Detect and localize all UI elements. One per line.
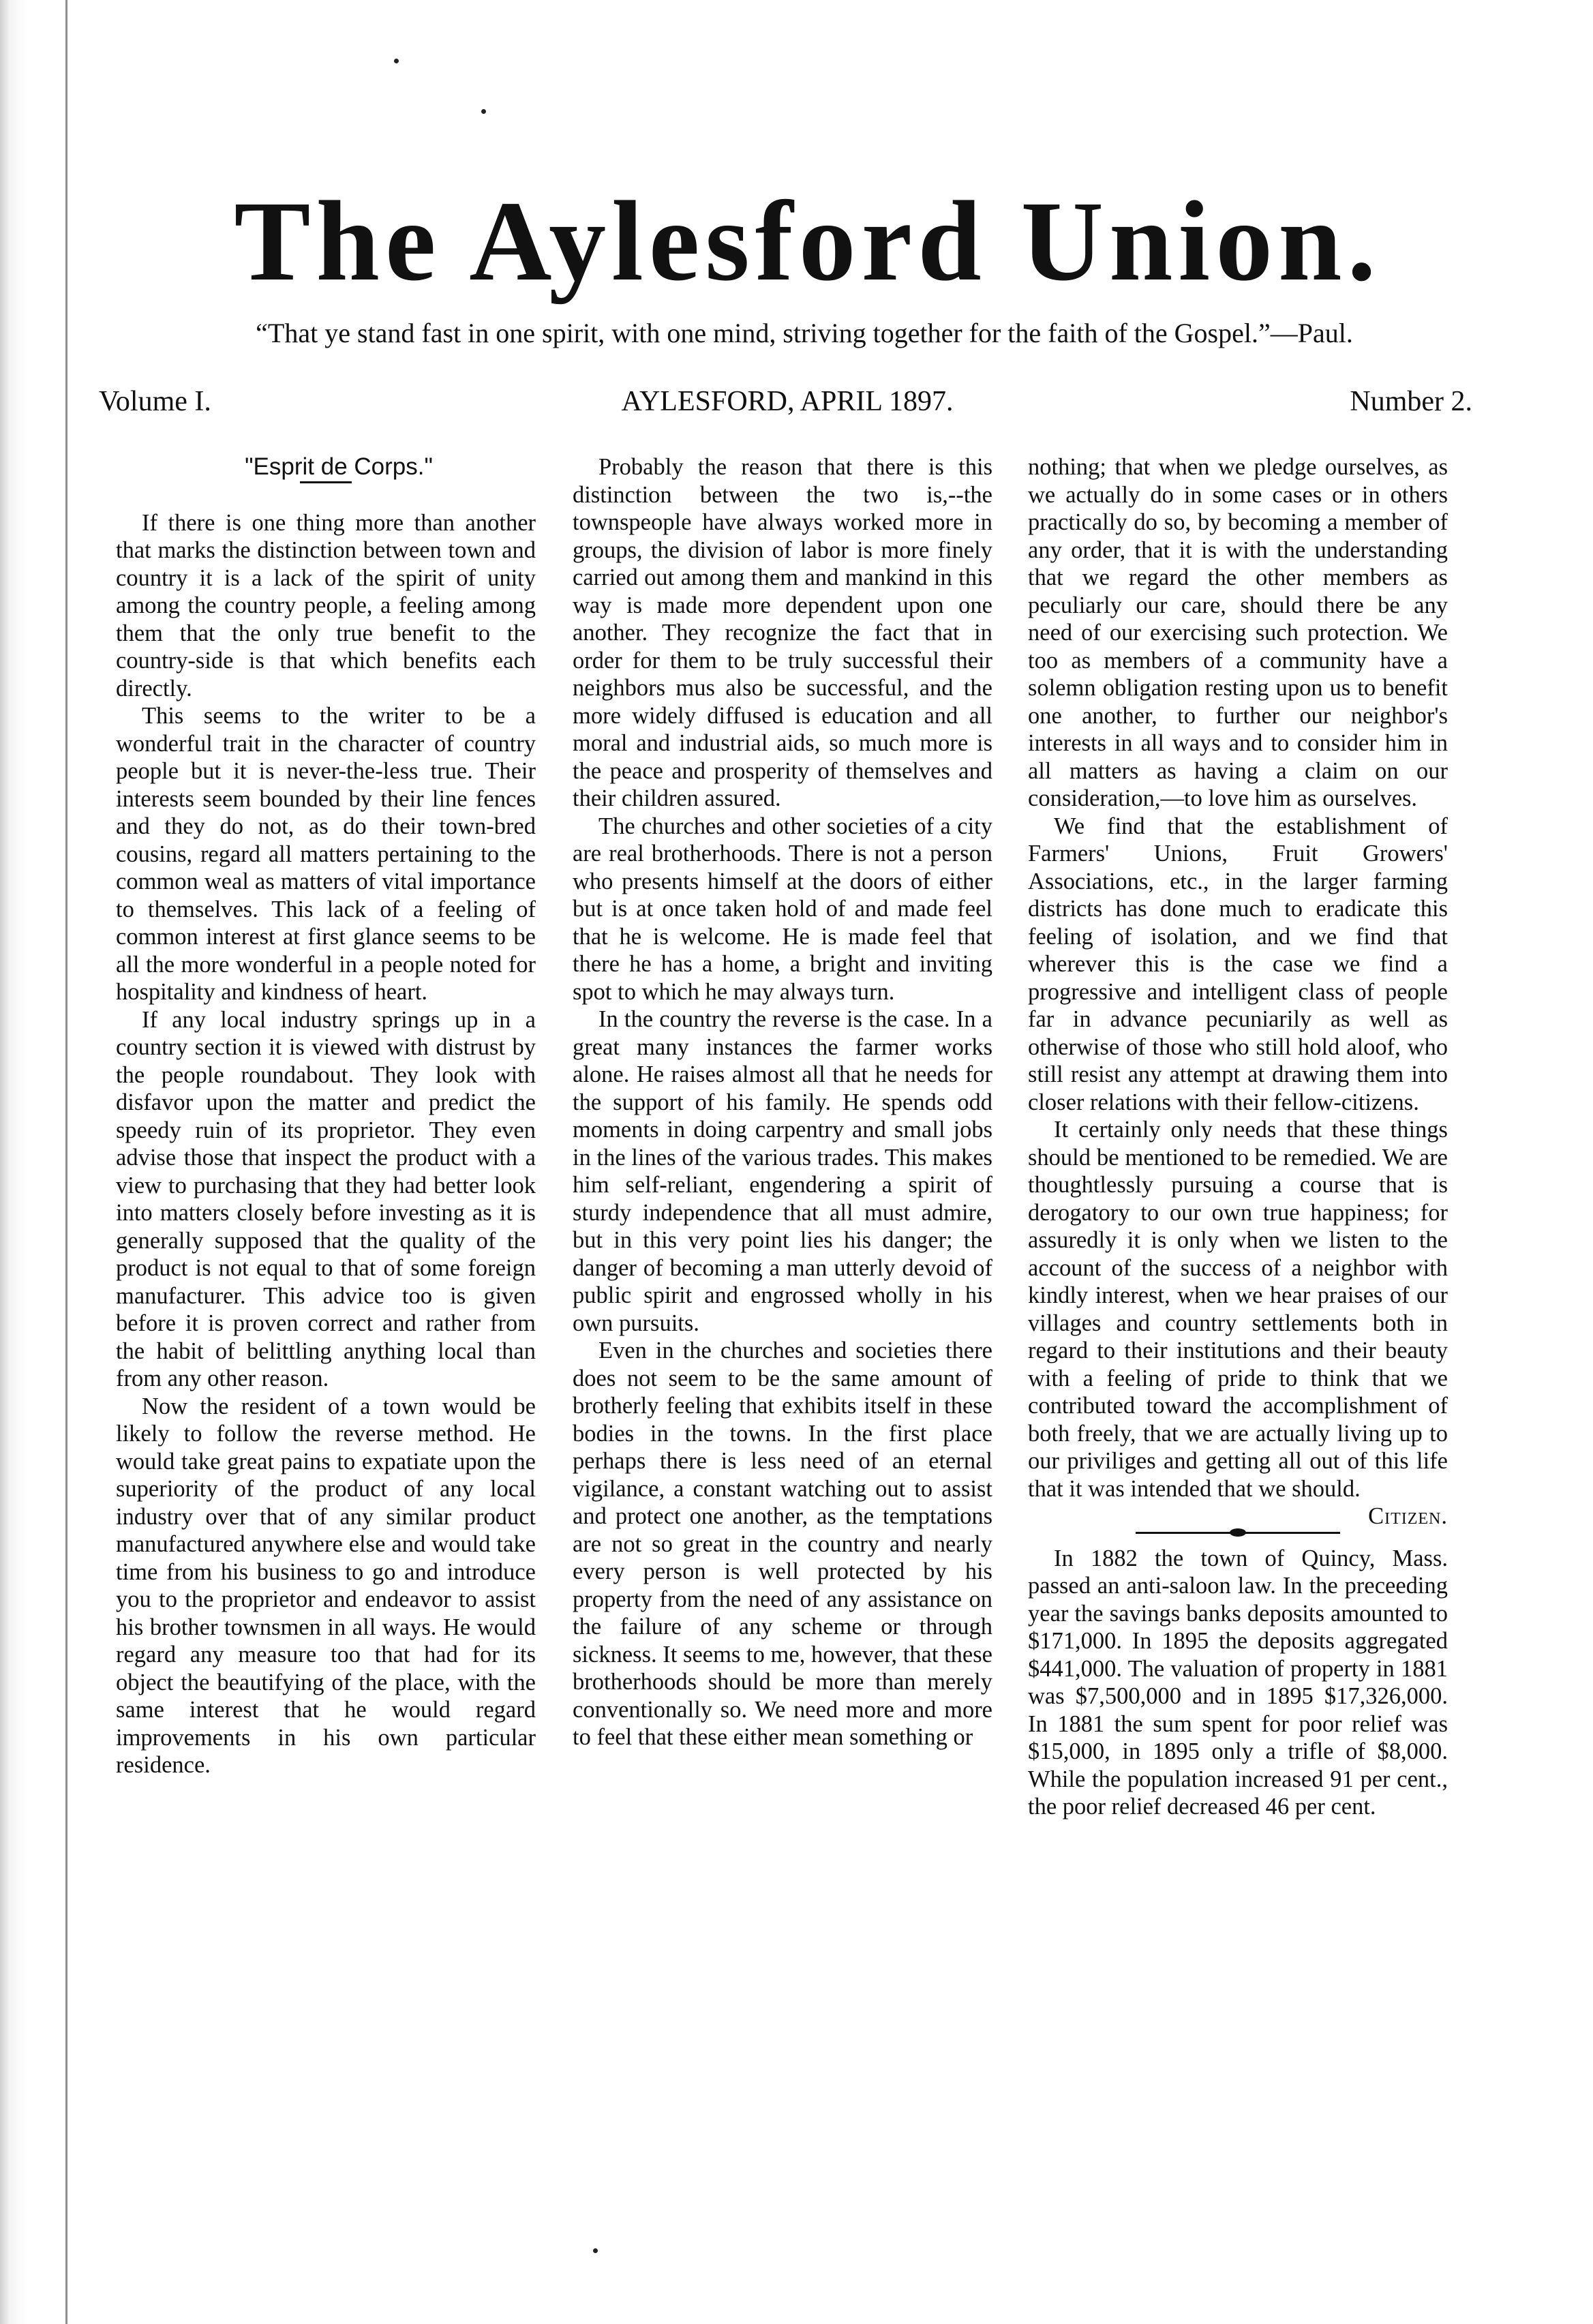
article-heading: "Esprit de Corps." bbox=[245, 453, 433, 480]
paragraph: The churches and other societies of a city are real brotherhoods. There is not a person who presents himself at the doors of either but is at once taken hold of and made feel that he is welcome. He is made feel that there he has a home, a bright and inviting spot to which he may always turn. bbox=[573, 813, 992, 1005]
paragraph: This seems to the writer to be a wonderful trait in the character of country people but it is never-the-less true. Their interests seem bounded by their line fences and they do not, as do their town-bred cousins, regard all matters pertaining to the common weal as matters of vital importance to themselves. This lack of a feeling of common interest at first glance seems to be all the more wonderful in a people noted for hospitality and kindness of heart. bbox=[116, 703, 536, 1005]
ink-speck bbox=[481, 109, 486, 114]
volume-label: Volume I. bbox=[99, 386, 211, 417]
masthead: The Aylesford Union. bbox=[234, 178, 1382, 305]
paragraph: If there is one thing more than another that marks the distinction between town and country it is a lack of the spirit of unity among the country people, a feeling among them that the only true benefit to the country-side is that which benefits each directly. bbox=[116, 509, 536, 701]
paragraph: Probably the reason that there is this distinction between the two is,--the townspeople have always worked more in groups, the division of labor is more finely carried out among them and mankind in this way is made more dependent upon one another. They recognize the fact that in order for them to be truly successful their neighbors mus also be successful, and the more widely diffused is education and all moral and industrial aids, so much more is the peace and prosperity of themselves and their children assured. bbox=[573, 454, 992, 811]
paragraph: Now the resident of a town would be likely to follow the reverse method. He would take great pains to expatiate upon the superiority of the product of any local industry over that of any similar product manufactured anywhere else and would take time from his business to go and introduce you to the proprietor and endeavor to assist his brother townsmen in all ways. He would regard any measure too that had for its object the beautifying of the place, with the same interest that he would regard improvements in his own particular residence. bbox=[116, 1393, 536, 1778]
column-2 bbox=[573, 453, 992, 1751]
column-1 bbox=[116, 453, 536, 1779]
motto: “That ye stand fast in one spirit, with one mind, striving together for the faith of the Gospel.”—Paul. bbox=[256, 318, 1353, 348]
dateline: AYLESFORD, APRIL 1897. bbox=[621, 386, 954, 417]
paragraph: Even in the churches and societies there does not seem to be the same amount of brotherly feeling that exhibits itself in these bodies in the towns. In the first place perhaps there is less need of an eternal vigilance, a constant watching out to assist and protect one another, as the temptations are not so great in the country and nearly every person is well protected by his property from the need of any assistance on the failure of any scheme or through sickness. It seems to me, however, that these brotherhoods should be more than merely conventionally so. We need more and more to feel that these either mean something or bbox=[573, 1338, 992, 1750]
signature-line bbox=[1028, 1503, 1448, 1530]
issue-number: Number 2. bbox=[1350, 386, 1472, 417]
quincy-article: In 1882 the town of Quincy, Mass. passed an anti-saloon law. In the preceeding year the savings banks deposits amounted to $171,000. In 1895 the deposits aggregated $441,000. The valuation of property in 1881 was $7,500,000 and in 1895 $17,326,000. In 1881 the sum spent for poor relief was $15,000, in 1895 only a trifle of $8,000. While the population increased 91 per cent., the poor relief decreased 46 per cent. bbox=[1028, 1545, 1448, 1820]
paragraph: nothing; that when we pledge ourselves, as we actually do in some cases or in others practically do so, by becoming a member of any order, that it is with the understanding that we regard the other members as peculiarly our care, should there be any need of our exercising such protection. We too as members of a community have a solemn obligation resting upon us to benefit one another, to further our neighbor's interests in all ways and to consider him in all matters as having a claim on our consideration,—to love him as ourselves. bbox=[1028, 454, 1448, 811]
ink-speck bbox=[394, 59, 399, 63]
paragraph: We find that the establishment of Farmers' Unions, Fruit Growers' Associations, etc., in the larger farming districts has done much to eradicate this feeling of isolation, and we find that wherever this is the case we find a progressive and intelligent class of people far in advance pecuniarily as well as otherwise of those who still hold aloof, who still resist any attempt at drawing them into closer relations with their fellow-citizens. bbox=[1028, 813, 1448, 1115]
issue-info-row bbox=[99, 385, 1472, 426]
ink-speck bbox=[593, 2248, 598, 2253]
scan-edge-shadow bbox=[0, 0, 41, 2324]
paragraph: If any local industry springs up in a country section it is viewed with distrust by the people roundabout. They look with disfavor upon the matter and predict the speedy ruin of its proprietor. They even advise those that inspect the product with a view to purchasing that they had better look into matters closely before investing as it is generally supposed that the quality of the product is not equal to that of some foreign manufacturer. This advice too is given before it is proven correct and rather from the habit of belittling anything local than from any other reason. bbox=[116, 1006, 536, 1391]
column-3 bbox=[1028, 453, 1448, 1821]
paragraph: It certainly only needs that these things should be mentioned to be remedied. We are thoughtlessly pursuing a course that is derogatory to our own true happiness; for assuredly it is only when we listen to the account of the success of a neighbor with kindly interest, when we hear praises of our villages and country settlements both in regard to their institutions and their beauty with a feeling of pride to think that we contributed toward the accomplishment of both freely, that we are actually living up to our priviliges and getting all out of this life that it was intended that we should. bbox=[1028, 1117, 1448, 1502]
author-signature: Citizen. bbox=[1368, 1503, 1448, 1529]
heading-rule bbox=[300, 481, 352, 483]
paragraph: In the country the reverse is the case. In a great many instances the farmer works alone. He raises almost all that he needs for the support of his family. He spends odd moments in doing carpentry and small jobs in the lines of the various trades. This makes him self-reliant, engendering a spirit of sturdy independence that all must admire, but in this very point lies his danger; the danger of becoming a man utterly devoid of public spirit and engrossed wholly in his own pursuits. bbox=[573, 1006, 992, 1336]
section-divider bbox=[1136, 1532, 1340, 1534]
scan-edge-line bbox=[65, 0, 67, 2324]
